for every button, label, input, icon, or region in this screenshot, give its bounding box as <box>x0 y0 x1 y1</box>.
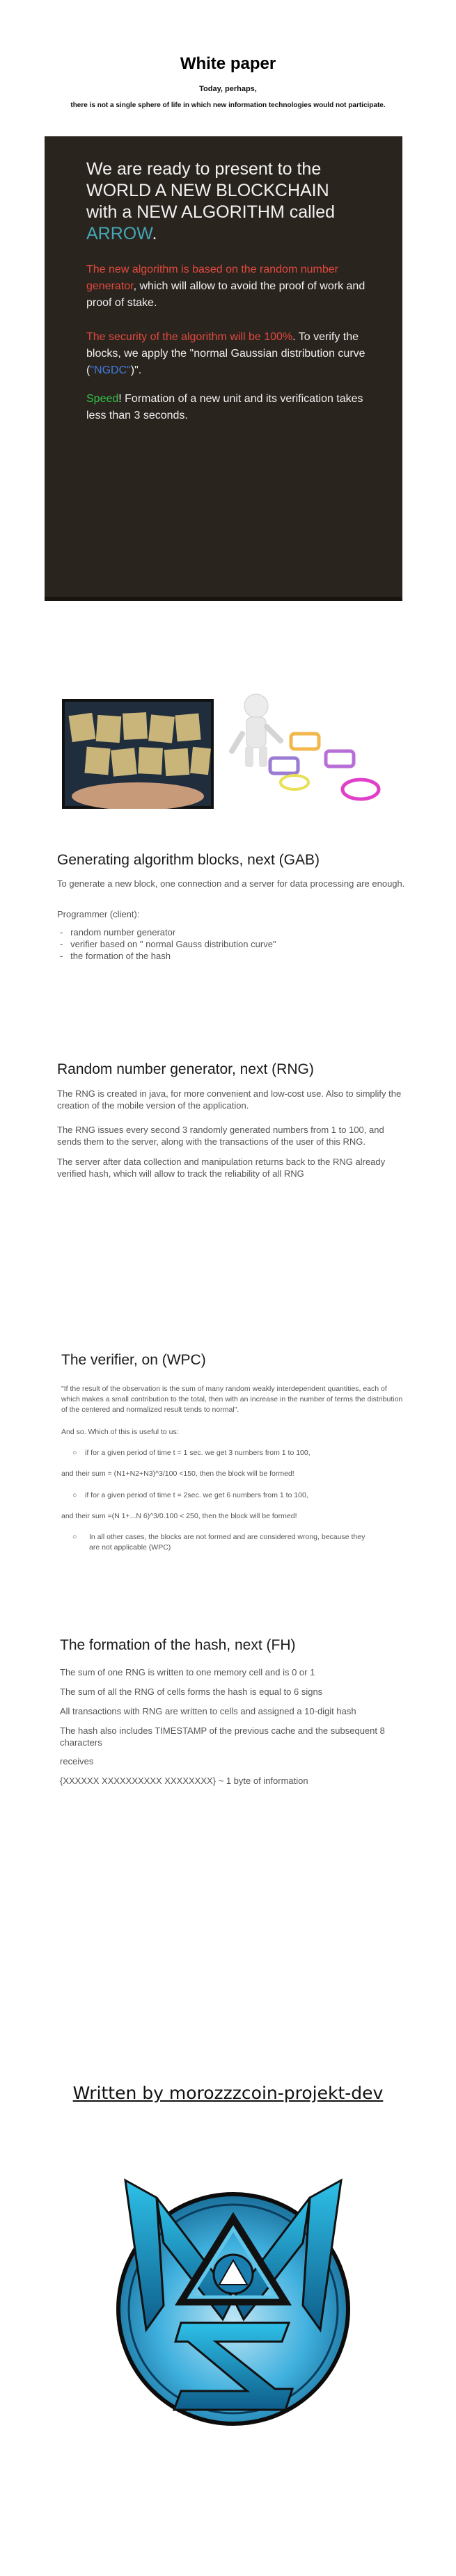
intro-rng-text: , which will allow to avoid the proof of work and proof of stake. <box>86 280 365 309</box>
wpc-quote: "If the result of the observation is the sum of many random weakly interdependent quantities, each of which makes a small contribution to the total, then with an increase in the number of terms the distribution of the centered and normalized result tends to normal". <box>61 1385 403 1414</box>
intro-line-3: with a NEW ALGORITHM called <box>86 202 336 222</box>
list-item: - verifier based on " normal Gauss distribution curve" <box>60 939 276 949</box>
wpc-bullet-1: ○ if for a given period of time t = 1 sec. we get 3 numbers from 1 to 100, <box>72 1449 310 1457</box>
wpc-intro: And so. Which of this is useful to us: <box>61 1428 179 1436</box>
fh-paragraph-4: The hash also includes TIMESTAMP of the previous cache and the subsequent 8 characters <box>60 1725 385 1748</box>
wpc-heading: The verifier, on (WPC) <box>61 1352 206 1368</box>
gab-item-1: random number generator <box>70 927 176 937</box>
intro-line-4 <box>86 223 386 245</box>
intro-security-end: )". <box>130 364 142 376</box>
page-title: White paper <box>180 54 276 73</box>
wpc-bullet-2-text: if for a given period of time t = 2sec. we get 6 numbers from 1 to 100, <box>85 1491 308 1499</box>
fh-heading: The formation of the hash, next (FH) <box>60 1637 296 1653</box>
intro-line-4-end: . <box>152 224 157 243</box>
gab-heading: Generating algorithm blocks, next (GAB) <box>57 852 320 868</box>
intro-headline <box>86 159 386 245</box>
wpc-bullet-2: ○ if for a given period of time t = 2sec. we get 6 numbers from 1 to 100, <box>72 1491 308 1499</box>
intro-line-1: We are ready to present to the <box>86 159 322 179</box>
gab-list <box>60 926 394 962</box>
rng-heading: Random number generator, next (RNG) <box>57 1061 314 1077</box>
fh-paragraph-6: {XXXXXX XXXXXXXXXX XXXXXXXX} ~ 1 byte of information <box>60 1776 308 1786</box>
fh-paragraph-5: receives <box>60 1756 94 1766</box>
wpc-bullet-3: ○ In all other cases, the blocks are not formed and are considered wrong, because they are not applicable (WPC) <box>72 1532 372 1553</box>
intro-paragraph-security <box>86 329 379 379</box>
coin-logo <box>97 2159 369 2438</box>
intro-security-text: . To verify the blocks, we apply the "normal Gaussian distribution curve ( <box>86 331 365 376</box>
fh-paragraph-3: All transactions with RNG are written to cells and assigned a 10-digit hash <box>60 1706 356 1716</box>
speed-highlight: Speed <box>86 393 119 405</box>
wpc-condition-1: and their sum = (N1+N2+N3)^3/100 <150, then the block will be formed! <box>61 1470 294 1478</box>
rng-paragraph-2: The RNG issues every second 3 randomly generated numbers from 1 to 100, and sends them to the server, along with the transactions of the user of this RNG. <box>57 1125 384 1147</box>
rng-paragraph-3: The server after data collection and manipulation returns back to the RNG already verified hash, which will allow to track the reliability of all RNG <box>57 1157 386 1179</box>
wpc-bullet-1-text: if for a given period of time t = 1 sec. we get 3 numbers from 1 to 100, <box>85 1449 310 1457</box>
ngdc-label: "NGDC" <box>90 364 131 376</box>
fh-paragraph-1: The sum of one RNG is written to one memory cell and is 0 or 1 <box>60 1667 315 1677</box>
intro-paragraph-speed <box>86 391 379 424</box>
wpc-bullet-3-text: In all other cases, the blocks are not formed and are considered wrong, because they are not applicable (WPC) <box>89 1533 365 1552</box>
gab-paragraph-2: Programmer (client): <box>57 909 140 919</box>
tagline: there is not a single sphere of life in which new information technologies would not participate. <box>70 102 386 109</box>
rng-paragraph-1: The RNG is created in java, for more convenient and low-cost use. Also to simplify the creation of the mobile version of the application. <box>57 1088 402 1111</box>
intro-paragraph-rng <box>86 261 379 312</box>
subtitle: Today, perhaps, <box>199 85 257 93</box>
arrow-name: ARROW <box>86 224 152 243</box>
network-figure-image <box>221 685 388 807</box>
gab-item-3: the formation of the hash <box>70 951 171 961</box>
wpc-condition-2: and their sum =(N 1+...N 6)^3/0.100 < 250, then the block will be formed! <box>61 1512 297 1520</box>
blockchain-image <box>62 699 214 809</box>
fh-paragraph-2: The sum of all the RNG of cells forms the hash is equal to 6 signs <box>60 1687 323 1697</box>
gab-item-2: verifier based on " normal Gauss distribution curve" <box>70 939 276 949</box>
author-signature: Written by morozzzcoin-projekt-dev <box>72 2083 384 2103</box>
gab-paragraph-1: To generate a new block, one connection and a server for data processing are enough. <box>57 878 405 889</box>
intro-rng-highlight: The new algorithm is based on the random number generator <box>86 264 338 292</box>
list-item: - random number generator <box>60 927 176 937</box>
intro-panel <box>45 136 402 601</box>
intro-security-highlight: The security of the algorithm will be 100% <box>86 331 293 343</box>
intro-line-2: WORLD A NEW BLOCKCHAIN <box>86 181 329 200</box>
intro-speed-text: ! Formation of a new unit and its verification takes less than 3 seconds. <box>86 393 363 421</box>
list-item: - the formation of the hash <box>60 951 171 961</box>
